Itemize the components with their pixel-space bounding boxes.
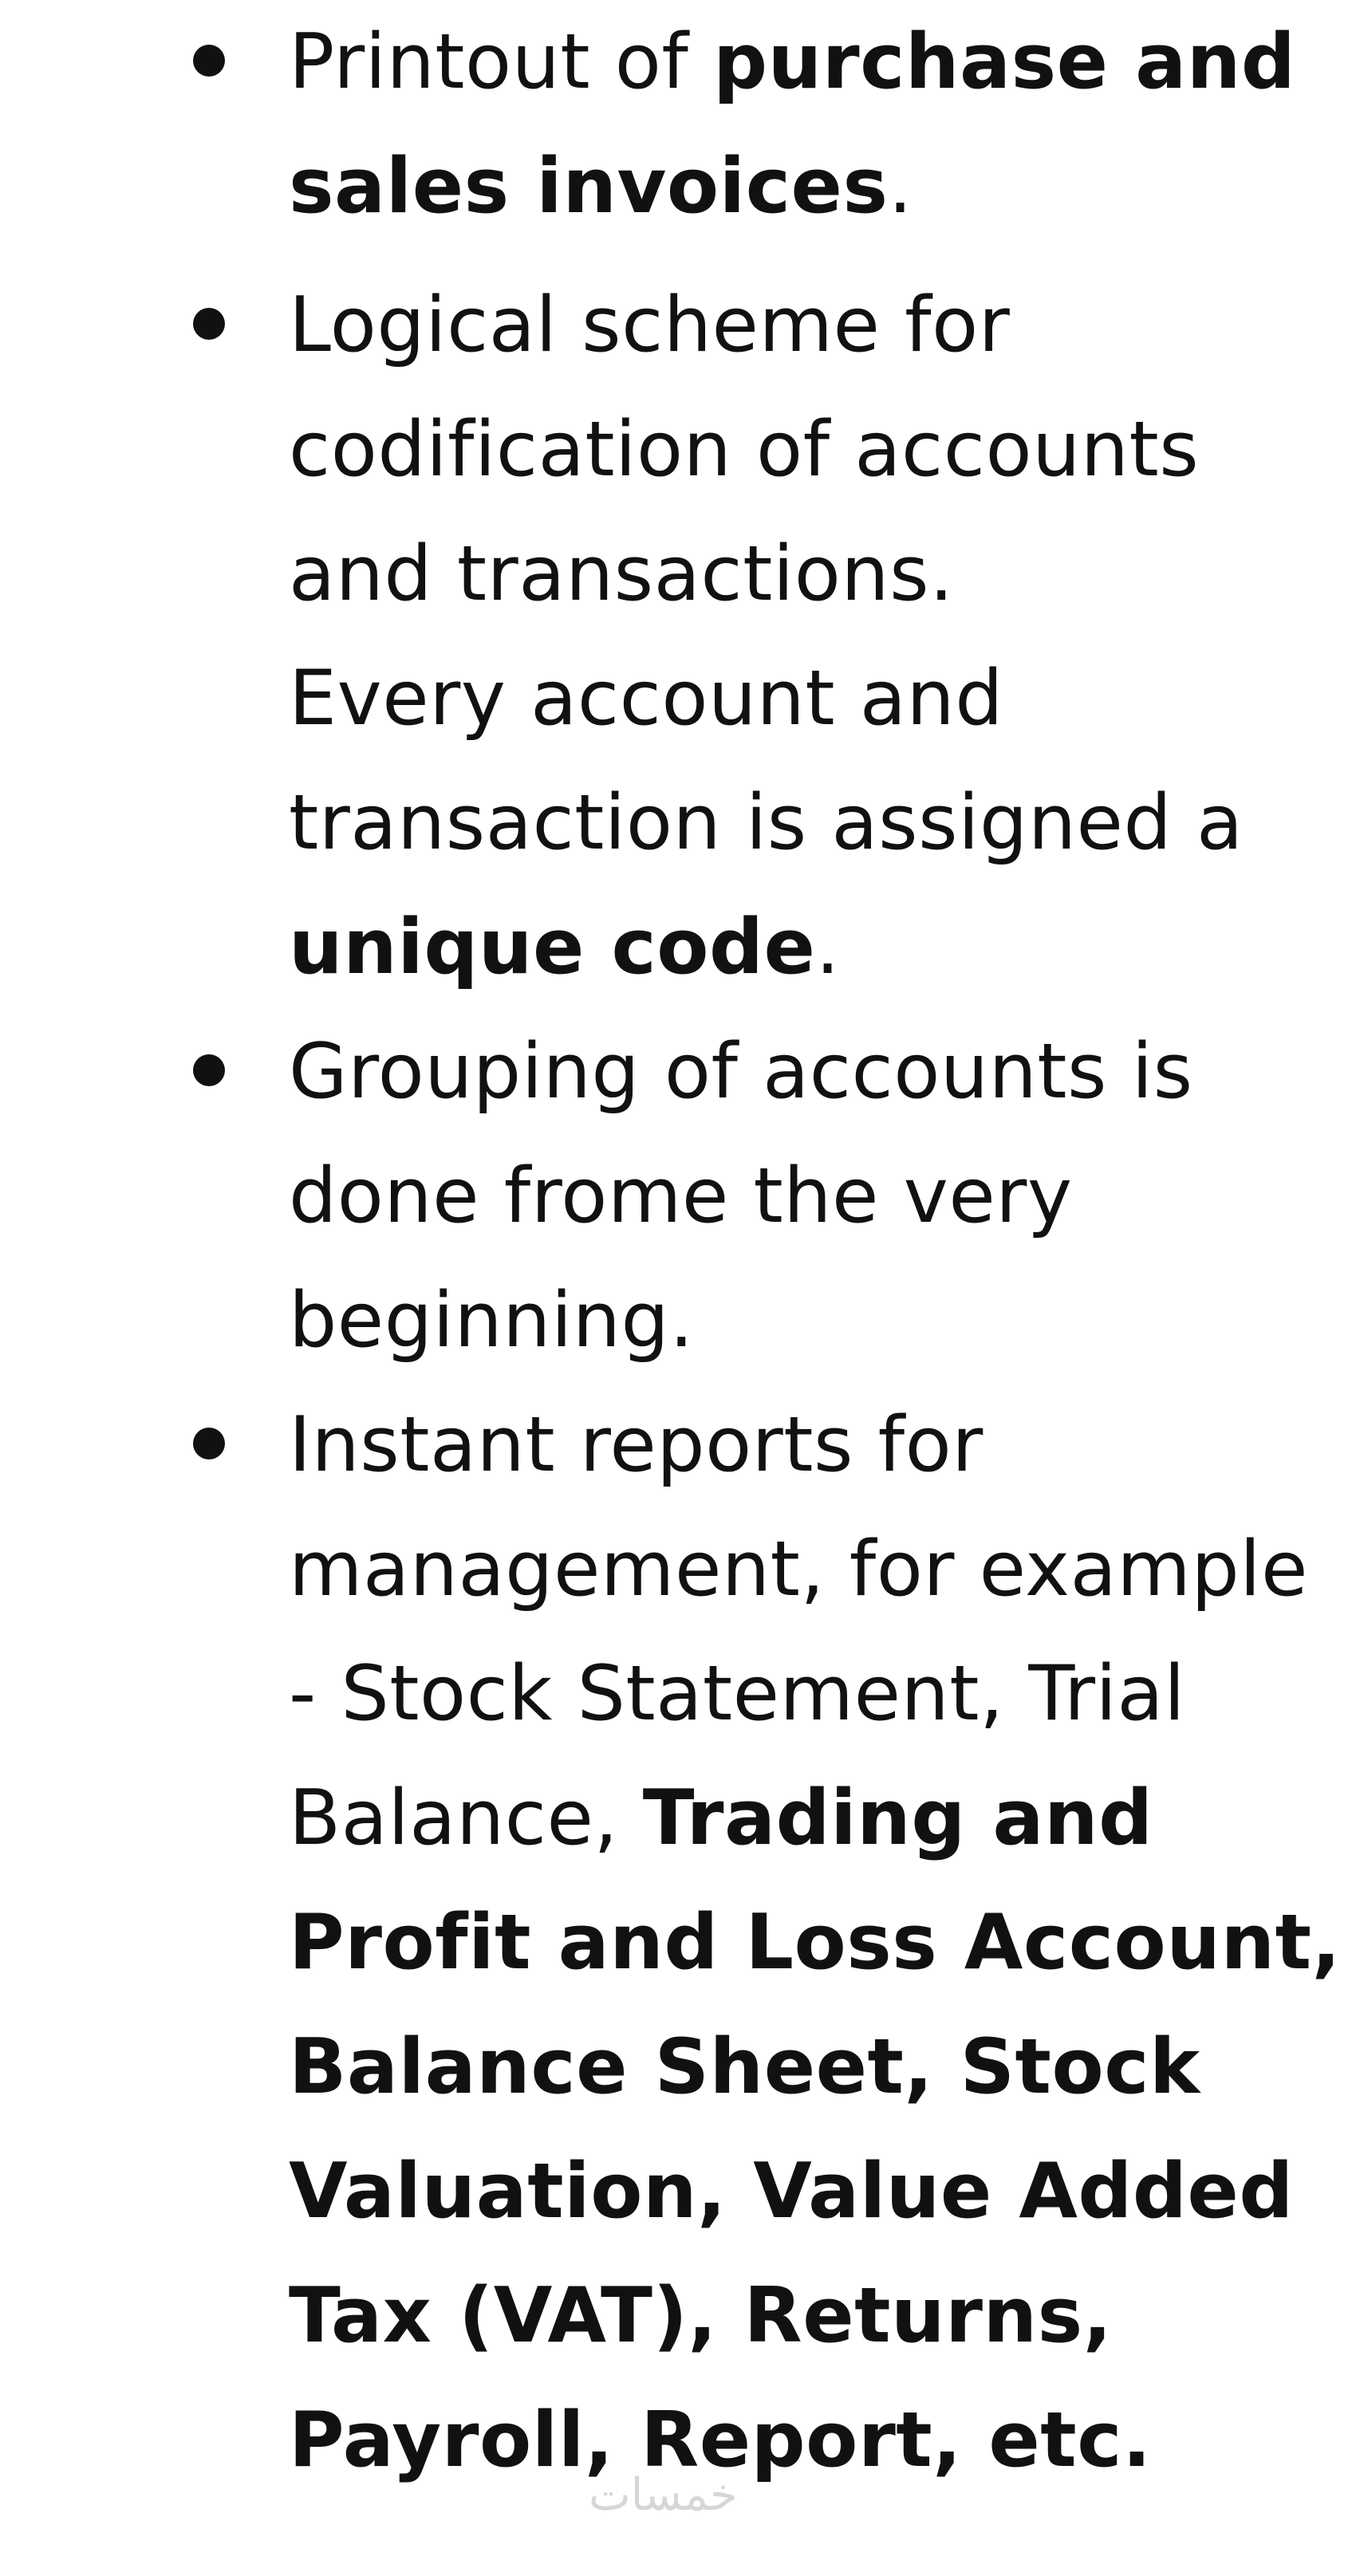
text-line: Profit and Loss Account,	[289, 1899, 1342, 1987]
text-line: Valuation, Value Added	[289, 2148, 1294, 2235]
text-line: Instant reports for	[289, 1401, 983, 1489]
text-line: Payroll, Report, etc.	[289, 2397, 1152, 2484]
text-line	[289, 885, 1246, 1010]
text-line: done frome the very	[289, 1152, 1073, 1240]
text-line	[289, 124, 1246, 249]
text-line: codification of accounts	[289, 406, 1200, 494]
text-line: and transactions.	[289, 530, 954, 618]
bullet-item-reports	[0, 1383, 1342, 2503]
text-line: transaction is assigned a	[289, 779, 1244, 867]
text-line: Tax (VAT), Returns,	[289, 2272, 1113, 2360]
watermark: خمسات	[589, 2469, 738, 2521]
bullet-item-grouping	[0, 1010, 1246, 1383]
text-line: Logical scheme for	[289, 282, 1011, 369]
bullet-item-printout	[0, 0, 1296, 249]
bullet-dot-icon	[193, 308, 225, 340]
text-run: .	[888, 143, 913, 230]
text-line: beginning.	[289, 1277, 694, 1365]
bullet-dot-icon	[193, 1428, 225, 1459]
bullet-dot-icon	[193, 45, 225, 77]
text-line	[289, 0, 1296, 124]
text-run: .	[815, 904, 841, 991]
text-line: Every account and	[289, 655, 1004, 742]
text-line	[289, 1756, 1246, 1881]
bold-text-run: purchase and	[713, 18, 1296, 106]
bold-text-run: sales invoices	[289, 143, 889, 230]
text-run: Printout of	[289, 18, 714, 106]
text-line: Grouping of accounts is	[289, 1028, 1193, 1116]
text-line: Balance Sheet, Stock	[289, 2023, 1200, 2111]
bold-text-run: unique code	[289, 904, 816, 991]
bullet-dot-icon	[193, 1054, 225, 1086]
text-line: management, for example	[289, 1526, 1308, 1613]
text-run: Balance,	[289, 1774, 643, 1862]
text-line: - Stock Statement, Trial	[289, 1650, 1186, 1738]
bold-text-run: Trading and	[642, 1774, 1153, 1862]
bullet-item-codification	[0, 263, 1246, 1010]
